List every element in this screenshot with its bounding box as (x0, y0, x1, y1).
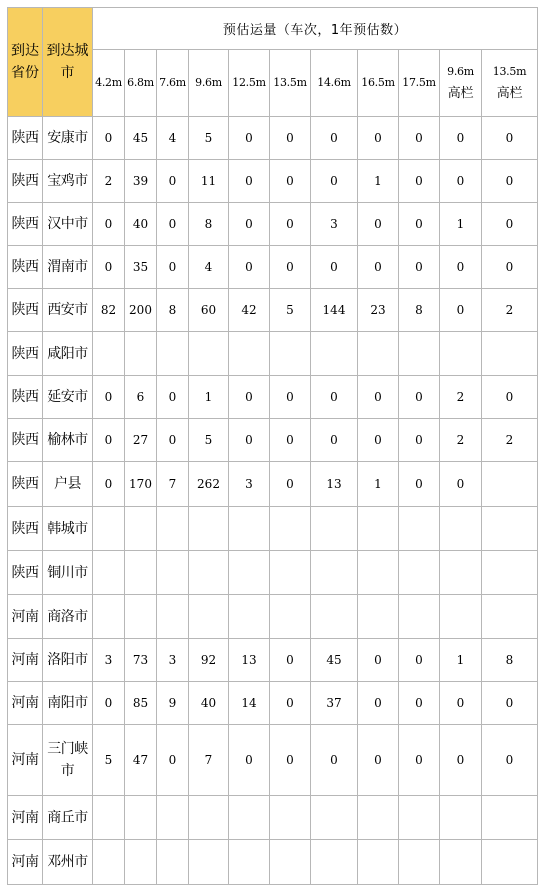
volume-cell (270, 796, 311, 840)
volume-cell: 92 (189, 639, 229, 682)
province-cell: 河南 (8, 682, 43, 725)
volume-cell (189, 551, 229, 595)
volume-cell: 0 (482, 682, 538, 725)
volume-cell (358, 507, 399, 551)
volume-cell: 200 (125, 289, 157, 332)
volume-cell: 7 (157, 462, 189, 507)
volume-cell: 5 (270, 289, 311, 332)
volume-cell: 0 (399, 462, 440, 507)
province-cell: 陕西 (8, 289, 43, 332)
volume-cell: 0 (93, 462, 125, 507)
volume-cell: 0 (270, 246, 311, 289)
volume-cell: 11 (189, 160, 229, 203)
province-cell: 河南 (8, 595, 43, 639)
volume-cell: 3 (311, 203, 358, 246)
province-cell: 陕西 (8, 376, 43, 419)
volume-cell: 0 (270, 682, 311, 725)
volume-cell: 0 (482, 203, 538, 246)
volume-cell: 2 (482, 419, 538, 462)
province-cell: 陕西 (8, 462, 43, 507)
table-row (8, 595, 538, 639)
province-cell: 河南 (8, 840, 43, 885)
volume-cell (482, 551, 538, 595)
volume-cell (189, 796, 229, 840)
table-row (8, 507, 538, 551)
volume-cell (311, 332, 358, 376)
volume-cell (189, 507, 229, 551)
table-row (8, 117, 538, 160)
table-row (8, 462, 538, 507)
volume-cell (93, 332, 125, 376)
volume-cell (482, 840, 538, 885)
province-cell: 陕西 (8, 332, 43, 376)
city-cell: 延安市 (43, 376, 93, 419)
volume-cell: 4 (189, 246, 229, 289)
volume-cell: 0 (440, 725, 482, 796)
city-cell: 安康市 (43, 117, 93, 160)
volume-cell: 82 (93, 289, 125, 332)
header-special-size (440, 50, 482, 117)
province-cell: 河南 (8, 796, 43, 840)
volume-cell (93, 551, 125, 595)
city-cell: 邓州市 (43, 840, 93, 885)
volume-cell: 8 (189, 203, 229, 246)
volume-cell (189, 332, 229, 376)
city-cell: 三门峡市 (43, 725, 93, 796)
volume-cell: 0 (399, 117, 440, 160)
volume-cell (358, 332, 399, 376)
volume-cell: 0 (358, 246, 399, 289)
volume-cell: 0 (358, 203, 399, 246)
volume-cell: 0 (270, 419, 311, 462)
header-size: 16.5m (358, 50, 399, 117)
volume-cell (399, 796, 440, 840)
volume-cell (157, 840, 189, 885)
volume-cell (157, 332, 189, 376)
volume-cell: 8 (482, 639, 538, 682)
volume-cell: 0 (399, 376, 440, 419)
table-row (8, 551, 538, 595)
volume-cell: 0 (270, 376, 311, 419)
table-row (8, 289, 538, 332)
volume-cell (270, 507, 311, 551)
volume-cell: 1 (440, 639, 482, 682)
volume-cell: 2 (440, 376, 482, 419)
volume-cell (229, 551, 270, 595)
header-size: 13.5m (270, 50, 311, 117)
volume-cell: 0 (311, 160, 358, 203)
volume-cell: 8 (399, 289, 440, 332)
volume-cell: 0 (440, 246, 482, 289)
volume-cell: 6 (125, 376, 157, 419)
volume-cell: 40 (125, 203, 157, 246)
volume-cell (399, 332, 440, 376)
volume-cell: 13 (229, 639, 270, 682)
volume-cell (93, 595, 125, 639)
volume-cell: 5 (93, 725, 125, 796)
province-cell: 河南 (8, 639, 43, 682)
volume-cell: 170 (125, 462, 157, 507)
header-size: 17.5m (399, 50, 440, 117)
table-row (8, 203, 538, 246)
volume-cell: 40 (189, 682, 229, 725)
province-cell: 河南 (8, 725, 43, 796)
volume-cell: 0 (482, 246, 538, 289)
volume-cell: 1 (189, 376, 229, 419)
volume-cell (482, 796, 538, 840)
volume-cell: 0 (399, 725, 440, 796)
volume-cell: 2 (93, 160, 125, 203)
header-size: 4.2m (93, 50, 125, 117)
province-cell: 陕西 (8, 160, 43, 203)
volume-cell: 1 (358, 160, 399, 203)
volume-cell: 0 (270, 117, 311, 160)
volume-cell: 0 (399, 203, 440, 246)
volume-cell: 0 (358, 117, 399, 160)
volume-cell (440, 332, 482, 376)
freight-volume-table (7, 7, 538, 885)
volume-cell (311, 840, 358, 885)
volume-cell: 0 (270, 203, 311, 246)
volume-cell: 39 (125, 160, 157, 203)
volume-cell (270, 595, 311, 639)
table-row (8, 796, 538, 840)
volume-cell: 144 (311, 289, 358, 332)
volume-cell (229, 595, 270, 639)
volume-cell: 0 (157, 376, 189, 419)
volume-cell: 1 (440, 203, 482, 246)
header-size: 9.6m (189, 50, 229, 117)
city-cell: 户县 (43, 462, 93, 507)
volume-cell: 0 (93, 419, 125, 462)
city-cell: 渭南市 (43, 246, 93, 289)
volume-cell: 0 (358, 682, 399, 725)
header-size: 14.6m (311, 50, 358, 117)
volume-cell: 0 (311, 725, 358, 796)
volume-cell: 0 (311, 419, 358, 462)
freight-volume-table-container (7, 7, 538, 885)
province-cell: 陕西 (8, 203, 43, 246)
volume-cell (157, 551, 189, 595)
volume-cell: 0 (482, 376, 538, 419)
volume-cell: 2 (440, 419, 482, 462)
volume-cell (189, 595, 229, 639)
volume-cell: 3 (229, 462, 270, 507)
volume-cell: 5 (189, 117, 229, 160)
table-row (8, 725, 538, 796)
volume-cell (125, 507, 157, 551)
volume-cell (358, 595, 399, 639)
city-cell: 商丘市 (43, 796, 93, 840)
volume-cell (311, 796, 358, 840)
volume-cell (399, 551, 440, 595)
volume-cell: 0 (440, 462, 482, 507)
volume-cell (358, 551, 399, 595)
volume-cell: 0 (399, 639, 440, 682)
volume-cell: 0 (270, 639, 311, 682)
table-row (8, 160, 538, 203)
volume-cell: 0 (482, 117, 538, 160)
province-cell: 陕西 (8, 246, 43, 289)
volume-cell: 0 (229, 419, 270, 462)
volume-cell: 0 (229, 203, 270, 246)
volume-cell: 0 (482, 160, 538, 203)
volume-cell: 0 (229, 376, 270, 419)
volume-cell: 8 (157, 289, 189, 332)
volume-cell: 0 (93, 376, 125, 419)
volume-cell (189, 840, 229, 885)
header-estimate: 预估运量（车次，1年预估数） (93, 8, 538, 50)
volume-cell: 14 (229, 682, 270, 725)
volume-cell: 0 (358, 419, 399, 462)
header-size: 7.6m (157, 50, 189, 117)
volume-cell (270, 840, 311, 885)
volume-cell (125, 551, 157, 595)
volume-cell: 0 (229, 246, 270, 289)
header-special-size (482, 50, 538, 117)
volume-cell (311, 507, 358, 551)
volume-cell: 27 (125, 419, 157, 462)
volume-cell: 0 (311, 246, 358, 289)
volume-cell: 0 (482, 725, 538, 796)
volume-cell (125, 595, 157, 639)
volume-cell: 0 (270, 725, 311, 796)
volume-cell: 3 (157, 639, 189, 682)
volume-cell: 0 (93, 203, 125, 246)
volume-cell (93, 507, 125, 551)
volume-cell (125, 840, 157, 885)
city-cell: 商洛市 (43, 595, 93, 639)
volume-cell (482, 462, 538, 507)
volume-cell (125, 796, 157, 840)
header-size: 12.5m (229, 50, 270, 117)
special-size-value: 9.6m (447, 65, 474, 78)
table-row (8, 419, 538, 462)
volume-cell (93, 840, 125, 885)
volume-cell: 0 (311, 376, 358, 419)
city-cell: 南阳市 (43, 682, 93, 725)
city-cell: 榆林市 (43, 419, 93, 462)
volume-cell: 0 (399, 160, 440, 203)
volume-cell: 0 (93, 117, 125, 160)
volume-cell: 45 (125, 117, 157, 160)
volume-cell: 45 (311, 639, 358, 682)
volume-cell: 0 (440, 117, 482, 160)
volume-cell (270, 551, 311, 595)
volume-cell: 0 (157, 419, 189, 462)
volume-cell: 0 (229, 725, 270, 796)
volume-cell (440, 840, 482, 885)
special-size-note: 高栏 (447, 86, 474, 101)
volume-cell: 0 (399, 246, 440, 289)
volume-cell: 0 (440, 289, 482, 332)
volume-cell: 0 (270, 160, 311, 203)
volume-cell: 0 (157, 246, 189, 289)
volume-cell: 0 (229, 117, 270, 160)
volume-cell: 5 (189, 419, 229, 462)
province-cell: 陕西 (8, 507, 43, 551)
volume-cell (482, 332, 538, 376)
city-cell: 宝鸡市 (43, 160, 93, 203)
table-row (8, 682, 538, 725)
province-cell: 陕西 (8, 117, 43, 160)
volume-cell (157, 507, 189, 551)
special-size-note: 高栏 (496, 86, 523, 101)
header-province: 到达省份 (8, 8, 43, 117)
volume-cell: 23 (358, 289, 399, 332)
volume-cell: 7 (189, 725, 229, 796)
volume-cell (440, 507, 482, 551)
volume-cell (270, 332, 311, 376)
city-cell: 西安市 (43, 289, 93, 332)
special-size-value: 13.5m (492, 65, 527, 78)
volume-cell: 0 (157, 160, 189, 203)
volume-cell: 0 (358, 725, 399, 796)
volume-cell (229, 507, 270, 551)
table-row (8, 639, 538, 682)
volume-cell: 0 (93, 246, 125, 289)
volume-cell (440, 551, 482, 595)
volume-cell: 3 (93, 639, 125, 682)
volume-cell: 35 (125, 246, 157, 289)
volume-cell: 60 (189, 289, 229, 332)
volume-cell: 0 (440, 160, 482, 203)
volume-cell: 0 (93, 682, 125, 725)
volume-cell: 0 (157, 203, 189, 246)
volume-cell: 47 (125, 725, 157, 796)
province-cell: 陕西 (8, 419, 43, 462)
volume-cell: 4 (157, 117, 189, 160)
volume-cell: 1 (358, 462, 399, 507)
table-row (8, 332, 538, 376)
volume-cell: 0 (358, 376, 399, 419)
city-cell: 铜川市 (43, 551, 93, 595)
volume-cell (482, 595, 538, 639)
volume-cell (157, 595, 189, 639)
province-cell: 陕西 (8, 551, 43, 595)
city-cell: 洛阳市 (43, 639, 93, 682)
volume-cell (93, 796, 125, 840)
volume-cell (311, 551, 358, 595)
city-cell: 汉中市 (43, 203, 93, 246)
volume-cell (229, 840, 270, 885)
header-size: 6.8m (125, 50, 157, 117)
table-row (8, 246, 538, 289)
volume-cell (125, 332, 157, 376)
city-cell: 韩城市 (43, 507, 93, 551)
volume-cell: 0 (358, 639, 399, 682)
table-body (8, 117, 538, 885)
volume-cell: 0 (399, 682, 440, 725)
volume-cell: 0 (229, 160, 270, 203)
volume-cell (399, 840, 440, 885)
volume-cell (311, 595, 358, 639)
volume-cell (358, 796, 399, 840)
volume-cell: 0 (440, 682, 482, 725)
volume-cell: 42 (229, 289, 270, 332)
volume-cell: 0 (399, 419, 440, 462)
volume-cell (440, 595, 482, 639)
volume-cell (358, 840, 399, 885)
volume-cell: 2 (482, 289, 538, 332)
volume-cell (229, 796, 270, 840)
volume-cell: 37 (311, 682, 358, 725)
volume-cell: 73 (125, 639, 157, 682)
volume-cell: 0 (157, 725, 189, 796)
volume-cell: 0 (270, 462, 311, 507)
volume-cell (229, 332, 270, 376)
volume-cell: 262 (189, 462, 229, 507)
volume-cell: 85 (125, 682, 157, 725)
volume-cell (399, 595, 440, 639)
volume-cell (440, 796, 482, 840)
volume-cell: 0 (311, 117, 358, 160)
volume-cell (482, 507, 538, 551)
volume-cell (399, 507, 440, 551)
table-row (8, 840, 538, 885)
volume-cell: 9 (157, 682, 189, 725)
city-cell: 咸阳市 (43, 332, 93, 376)
header-city: 到达城市 (43, 8, 93, 117)
table-row (8, 376, 538, 419)
volume-cell: 13 (311, 462, 358, 507)
volume-cell (157, 796, 189, 840)
